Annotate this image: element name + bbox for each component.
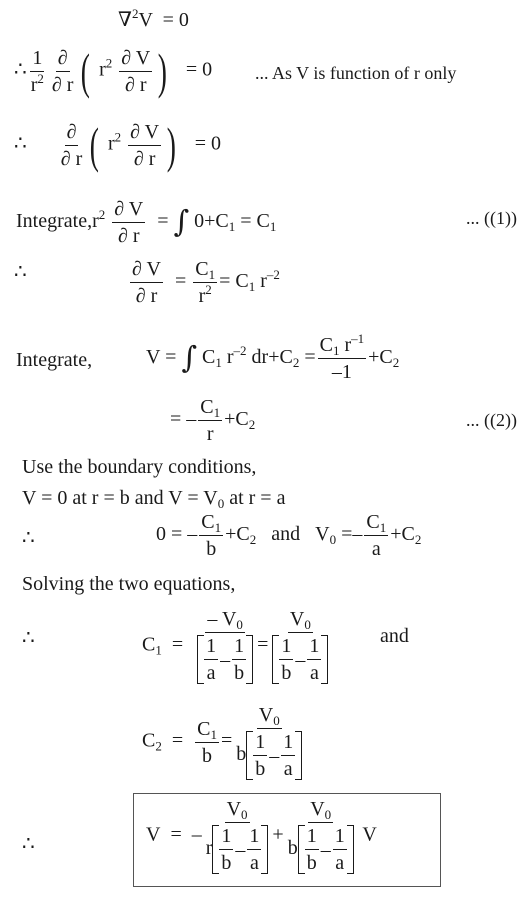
equation-number-2: ... ((2)) bbox=[466, 410, 517, 430]
equation-integrate-2: V = ∫ $C_1$ $r^{-2}$ $dr+C_2$ = $\frac{C_1 r^{-1}}{-1}$ $+C_2$ bbox=[146, 331, 400, 383]
equals-zero: = 0 bbox=[162, 9, 189, 31]
eq-number: (2) bbox=[490, 410, 511, 430]
therefore-symbol: ∴ bbox=[14, 261, 27, 283]
fraction: $\frac{C_1}{b}$ bbox=[197, 717, 217, 767]
subscript: 0 bbox=[217, 496, 225, 511]
fraction: $V_0$ $\frac{1}{b}$ – $\frac{1}{a}$ bbox=[270, 608, 330, 684]
fraction: $V_0$ b $\frac{1}{b}$ – $\frac{1}{a}$ bbox=[286, 798, 356, 874]
therefore-symbol: ∴ bbox=[22, 627, 35, 649]
fraction: $\frac{\partial V}{\partial r}$ bbox=[132, 258, 161, 307]
equation-v-general: = – $\frac{C_1}{r}$ $+C_2$ bbox=[170, 396, 256, 445]
fraction: $V_0$ b $\frac{1}{b}$ – $\frac{1}{a}$ bbox=[234, 704, 304, 780]
eq-number: (1) bbox=[490, 208, 511, 228]
equation-derivative: ∴ $\frac{\partial}{\partial r}$ ( $r^2$ $\frac{\partial V}{\partial r}$ ) = 0 bbox=[14, 117, 222, 173]
integrate-label-2: Integrate, bbox=[16, 349, 93, 371]
note-function-of-r: ... As V is function of r only bbox=[255, 63, 457, 83]
and-word: and bbox=[380, 625, 409, 647]
integral-symbol: ∫ bbox=[173, 204, 190, 240]
v0-symbol: V bbox=[315, 523, 330, 546]
equation-number-1: ... ((1)) bbox=[466, 208, 517, 228]
fraction: $\frac{\partial V}{\partial r}$ bbox=[114, 198, 144, 247]
equation-final-v: V = – $V_0$ r $\frac{1}{b}$ – $\frac{1}{a}$ + $V_0$ b $\frac{1}{b}$ – $\frac{1}{a}$ V bbox=[146, 798, 377, 874]
expr: = C bbox=[240, 210, 270, 233]
v-equals: V = bbox=[146, 346, 177, 369]
fraction: – $V_0$ $\frac{1}{a}$ – $\frac{1}{b}$ bbox=[195, 608, 255, 684]
equation-integrate-1: $Integrate,r^2$ $\frac{\partial V}{\partial r}$ = ∫ $0+C_1 = C_1$ bbox=[16, 198, 277, 247]
integrate-label: Integrate, bbox=[16, 210, 93, 233]
nabla-symbol: ∇ bbox=[118, 9, 132, 31]
superscript: 2 bbox=[131, 6, 139, 21]
equation-laplace bbox=[118, 6, 189, 31]
fraction: $\frac{\partial V}{\partial r}$ bbox=[121, 46, 151, 96]
expr: 0+C bbox=[194, 210, 229, 233]
and-word: and bbox=[271, 523, 301, 546]
expr: 0 = – bbox=[156, 523, 198, 546]
fraction: $\frac{\partial V}{\partial r}$ bbox=[130, 120, 160, 170]
bc-text: V = 0 at r = b and V = V bbox=[22, 487, 218, 509]
fraction: $\frac{\partial}{\partial r}$ bbox=[51, 46, 74, 96]
v-symbol: V bbox=[138, 9, 153, 31]
equals-zero: = 0 bbox=[194, 132, 222, 155]
therefore-symbol: ∴ bbox=[14, 132, 27, 155]
equation-spherical: ∴ $\frac{1}{r^2}$ $\frac{\partial}{\partial r}$ ( $r^2$ $\frac{\partial V}{\partial r}$ ) = 0 bbox=[14, 43, 213, 99]
fraction: $V_0$ r $\frac{1}{b}$ – $\frac{1}{a}$ bbox=[204, 798, 271, 874]
fraction: $\frac{C_1}{r}$ bbox=[200, 396, 221, 445]
equals-sign: = bbox=[157, 210, 169, 233]
equation-c1: $C_1$ = – $V_0$ $\frac{1}{a}$ – $\frac{1}{b}$ = $V_0$ $\frac{1}{b}$ – $\frac{1}{a}$ bbox=[142, 608, 332, 684]
equation-c2: $C_2$ = $\frac{C_1}{b}$ = $V_0$ b $\frac{1}{b}$ – $\frac{1}{a}$ bbox=[142, 704, 306, 780]
integral-symbol: ∫ bbox=[181, 340, 198, 376]
fraction: $\frac{1}{r^2}$ bbox=[30, 46, 44, 96]
therefore-symbol: ∴ bbox=[14, 58, 27, 81]
equation-dv-dr bbox=[14, 262, 27, 282]
fraction: $\frac{C_1}{a}$ bbox=[366, 511, 387, 560]
fraction: $\frac{\partial}{\partial r}$ bbox=[60, 120, 83, 170]
boundary-intro: Use the boundary conditions, bbox=[22, 456, 257, 478]
fraction: $\frac{C_1 r^{-1}}{-1}$ bbox=[319, 331, 365, 383]
equation-boundary: 0 = – $\frac{C_1}{b}$ $+C_2$ and $V_0$ =– $\frac{C_1}{a}$ $+C_2$ bbox=[156, 511, 422, 560]
therefore-symbol: ∴ bbox=[22, 527, 35, 549]
boundary-conditions bbox=[22, 487, 286, 511]
equals-sign: = bbox=[174, 270, 187, 293]
therefore-symbol: ∴ bbox=[22, 833, 35, 855]
equation-dv-dr-body: $\frac{\partial V}{\partial r}$ = $\frac{C_1}{r^2}$ = $C_1$ $r^{-2}$ bbox=[132, 258, 280, 307]
fraction: $\frac{C_1}{r^2}$ bbox=[195, 258, 216, 307]
equals-zero: = 0 bbox=[185, 58, 213, 81]
fraction: $\frac{C_1}{b}$ bbox=[201, 511, 222, 560]
solving-text: Solving the two equations, bbox=[22, 573, 236, 595]
bc-text: at r = a bbox=[224, 487, 286, 509]
